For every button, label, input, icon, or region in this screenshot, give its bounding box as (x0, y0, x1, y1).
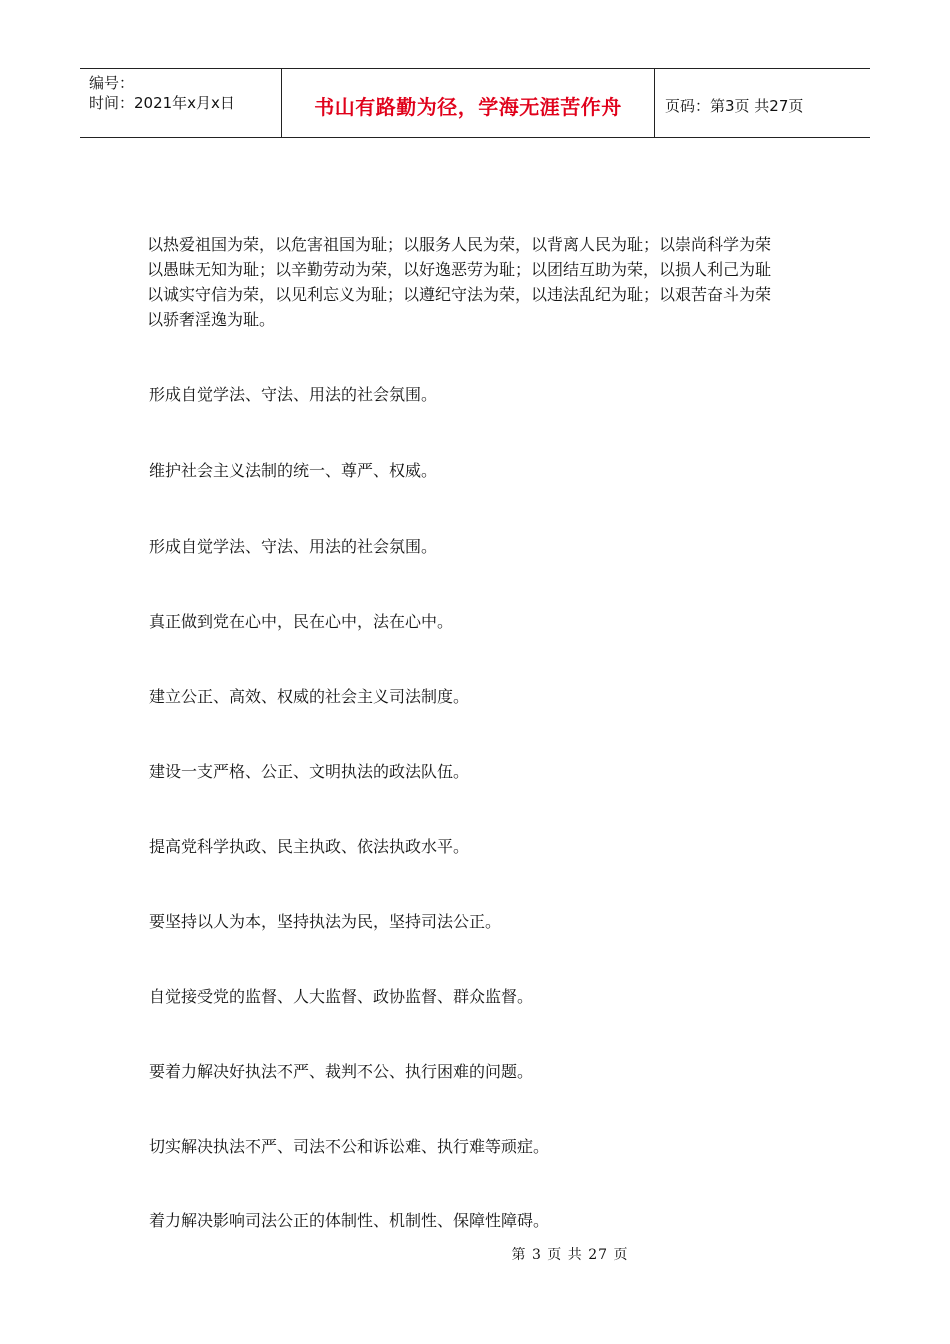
list-item: 形成自觉学法、守法、用法的社会氛围。 (149, 537, 438, 556)
document-body (147, 232, 812, 1230)
list-item: 着力解决影响司法公正的体制性、机制性、保障性障碍。 (149, 1211, 550, 1230)
list-item: 建立公正、高效、权威的社会主义司法制度。 (149, 687, 470, 706)
intro-line: 以愚昧无知为耻；以辛勤劳动为荣，以好逸恶劳为耻；以团结互助为荣，以损人利己为耻 (147, 260, 772, 279)
intro-line: 以诚实守信为荣，以见利忘义为耻；以遵纪守法为荣，以违法乱纪为耻；以艰苦奋斗为荣 (147, 285, 772, 304)
header-page-info: 页码：第3页 共27页 (665, 96, 804, 115)
list-item: 建设一支严格、公正、文明执法的政法队伍。 (149, 762, 470, 781)
intro-line: 以热爱祖国为荣，以危害祖国为耻；以服务人民为荣，以背离人民为耻；以崇尚科学为荣 (147, 235, 772, 254)
list-item: 提高党科学执政、民主执政、依法执政水平。 (149, 837, 470, 856)
header-meta (80, 69, 282, 137)
list-item: 真正做到党在心中，民在心中，法在心中。 (149, 612, 454, 631)
list-item: 形成自觉学法、守法、用法的社会氛围。 (149, 385, 438, 404)
page-footer (0, 1244, 950, 1264)
list-item: 维护社会主义法制的统一、尊严、权威。 (149, 461, 438, 480)
page-header (80, 68, 870, 138)
intro-line: 以骄奢淫逸为耻。 (147, 310, 276, 329)
footer-page-number: 第 3 页 共 27 页 (511, 1247, 629, 1263)
list-item: 要着力解决好执法不严、裁判不公、执行困难的问题。 (149, 1062, 534, 1081)
list-item: 要坚持以人为本，坚持执法为民，坚持司法公正。 (149, 912, 502, 931)
document-time-label: 时间：2021年x月x日 (89, 94, 235, 112)
intro-paragraph (147, 232, 812, 332)
list-item: 切实解决执法不严、司法不公和诉讼难、执行难等顽症。 (149, 1137, 550, 1156)
document-number-label: 编号： (89, 74, 135, 92)
list-item: 自觉接受党的监督、人大监督、政协监督、群众监督。 (149, 987, 534, 1006)
header-motto: 书山有路勤为径，学海无涯苦作舟 (282, 69, 655, 137)
